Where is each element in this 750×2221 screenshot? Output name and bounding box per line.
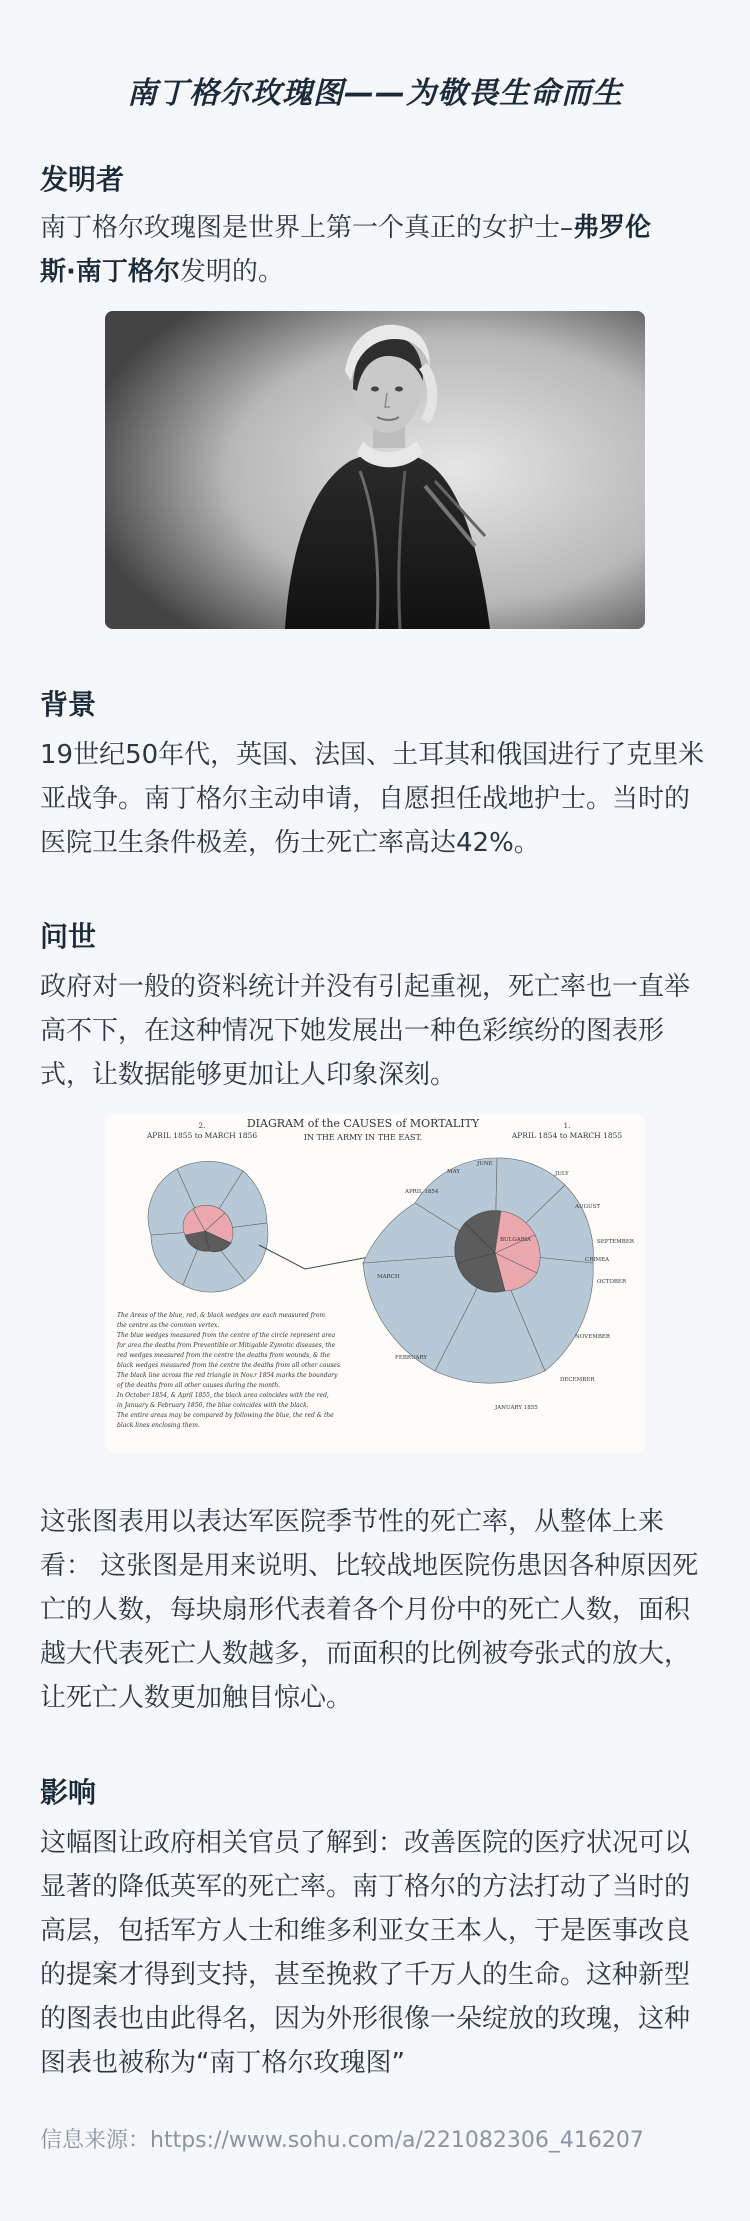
month-label: JUNE — [477, 1161, 493, 1167]
section-heading-inventor: 发明者 — [40, 163, 125, 196]
section-heading-advent: 问世 — [40, 920, 97, 953]
diagram-right-period: APRIL 1854 to MARCH 1855 — [511, 1131, 623, 1140]
diagram-left-number: 2. — [198, 1122, 206, 1130]
month-label: MAY — [447, 1169, 461, 1175]
diagram-title-line2: IN THE ARMY IN THE EAST. — [303, 1133, 423, 1142]
diagram-note-line: for area the deaths from Preventible or Mitigable Zymotic diseases, the — [117, 1342, 336, 1349]
diagram-left-period: APRIL 1855 to MARCH 1856 — [146, 1131, 258, 1140]
section-heading-background: 背景 — [40, 688, 97, 721]
explanation-paragraph: 这张图表用以表达军医院季节性的死亡率，从整体上来看： 这张图是用来说明、比较战地医院伤患因各种原因死亡的人数，每块扇形代表着各个月份中的死亡人数，面积越大代表死亡人数越多，而面积的比例被夸张式的放大，让死亡人数更加触目惊心。 — [40, 1507, 699, 1713]
month-label: SEPTEMBER — [597, 1239, 634, 1245]
diagram-note-line: black lines enclosing them. — [117, 1422, 200, 1429]
month-label: NOVEMBER — [575, 1334, 611, 1340]
month-label: APRIL 1854 — [405, 1189, 439, 1195]
month-label: DECEMBER — [560, 1377, 595, 1383]
advent-paragraph: 政府对一般的资料统计并没有引起重视，死亡率也一直举高不下，在这种情况下她发展出一种色彩缤纷的图表形式，让数据能够更加让人印象深刻。 — [40, 972, 691, 1090]
diagram-notes — [116, 1312, 342, 1429]
nightingale-portrait-photo — [105, 311, 645, 629]
month-label: BULGARIA — [500, 1237, 531, 1243]
diagram-title-line1: DIAGRAM of the CAUSES of MORTALITY — [246, 1117, 480, 1130]
inventor-name-b: 斯·南丁格尔 — [40, 257, 180, 287]
diagram-note-line: red wedges measured from the centre the deaths from wounds, & the — [117, 1352, 331, 1359]
page-title: 南丁格尔玫瑰图——为敬畏生命而生 — [127, 76, 623, 111]
month-label: JULY — [555, 1171, 569, 1177]
diagram-note-line: The blue wedges measured from the centre of the circle represent area — [117, 1332, 336, 1339]
background-paragraph: 19世纪50年代，英国、法国、土耳其和俄国进行了克里米亚战争。南丁格尔主动申请，自愿担任战地护士。当时的医院卫生条件极差，伤士死亡率高达42%。 — [40, 740, 705, 858]
diagram-right-number: 1. — [563, 1122, 571, 1130]
nightingale-rose-diagram-image — [105, 1113, 645, 1453]
inventor-name-a: 弗罗伦 — [573, 213, 652, 243]
month-label: CRIMEA — [585, 1257, 610, 1263]
diagram-note-line: the centre as the common vertex. — [117, 1322, 220, 1329]
diagram-note-line: The Areas of the blue, red, & black wedges are each measured from — [117, 1312, 326, 1319]
diagram-note-line: of the deaths from all other causes during the month. — [117, 1382, 281, 1389]
diagram-note-line: The black line across the red triangle in Nov.r 1854 marks the boundary — [117, 1372, 338, 1379]
diagram-note-line: in January & February 1856, the blue coincides with the black. — [117, 1402, 309, 1409]
month-label: MARCH — [377, 1274, 400, 1280]
month-label: AUGUST — [575, 1204, 601, 1210]
source-link[interactable]: 信息来源：https://www.sohu.com/a/221082306_416207 — [40, 2128, 644, 2153]
inventor-text-b: 发明的。 — [179, 257, 284, 287]
month-label: FEBRUARY — [395, 1355, 428, 1361]
diagram-note-line: In October 1854, & April 1855, the black area coincides with the red, — [117, 1392, 329, 1399]
month-label: JANUARY 1855 — [495, 1405, 538, 1411]
inventor-paragraph — [40, 206, 712, 294]
impact-paragraph: 这幅图让政府相关官员了解到：改善医院的医疗状况可以显著的降低英军的死亡率。南丁格尔的方法打动了当时的高层，包括军方人士和维多利亚女王本人，于是医事改良的提案才得到支持，甚至挽救了千万人的生命。这种新型的图表也由此得名，因为外形很像一朵绽放的玫瑰，这种图表也被称为“南丁格尔玫瑰图” — [40, 1828, 691, 2078]
left-rose — [148, 1161, 268, 1292]
month-label: OCTOBER — [597, 1279, 627, 1285]
diagram-note-line: black wedges measured from the centre the deaths from all other causes. — [117, 1362, 342, 1369]
diagram-note-line: The entire areas may be compared by following the blue, the red & the — [117, 1412, 334, 1419]
right-rose — [363, 1158, 593, 1383]
section-heading-impact: 影响 — [40, 1776, 97, 1809]
inventor-text-a: 南丁格尔玫瑰图是世界上第一个真正的女护士– — [40, 213, 574, 243]
